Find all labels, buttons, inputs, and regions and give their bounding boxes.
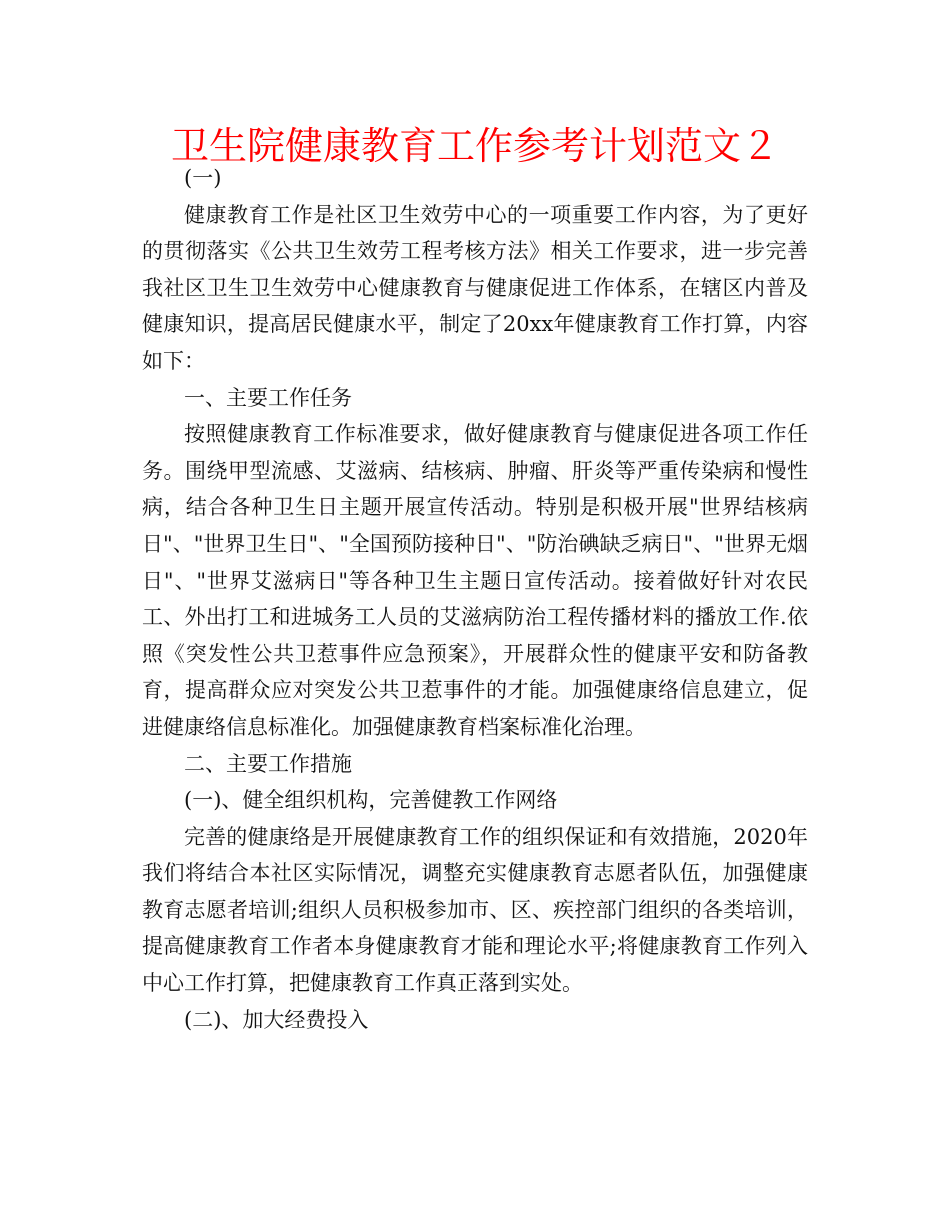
paragraph-main-tasks: 按照健康教育工作标准要求，做好健康教育与健康促进各项工作任务。围绕甲型流感、艾滋病、结核病、肿瘤、肝炎等严重传染病和慢性病，结合各种卫生日主题开展宣传活动。特别是积极开展"世界结核病日"、"世界卫生日"、"全国预防接种日"、"防治碘缺乏病日"、"世界无烟日"、"世界艾滋病日"等各种卫生主题日宣传活动。接着做好针对农民工、外出打工和进城务工人员的艾滋病防治工程传播材料的播放工作.依照《突发性公共卫惹事件应急预案》，开展群众性的健康平安和防备教育，提高群众应对突发公共卫惹事件的才能。加强健康络信息建立，促进健康络信息标准化。加强健康教育档案标准化治理。: [142, 422, 808, 739]
heading-main-measures: 二、主要工作措施: [184, 751, 352, 776]
paragraph-intro: 健康教育工作是社区卫生效劳中心的一项重要工作内容，为了更好的贯彻落实《公共卫生效劳工程考核方法》相关工作要求，进一步完善我社区卫生卫生效劳中心健康教育与健康促进工作体系，在辖区内普及健康知识，提高居民健康水平，制定了20xx年健康教育工作打算，内容如下：: [142, 202, 808, 373]
document-title: 卫生院健康教育工作参考计划范文２: [170, 124, 779, 168]
heading-main-tasks: 一、主要工作任务: [184, 385, 352, 410]
paragraph-section-marker: (一): [184, 166, 222, 190]
subheading-funding: (二)、加大经费投入: [184, 1007, 369, 1032]
document-body: [142, 160, 808, 1038]
subheading-organization: (一)、健全组织机构，完善健教工作网络: [184, 788, 558, 813]
paragraph-organization: 完善的健康络是开展健康教育工作的组织保证和有效措施，2020年我们将结合本社区实际情况，调整充实健康教育志愿者队伍，加强健康教育志愿者培训;组织人员积极参加市、区、疾控部门组织的各类培训，提高健康教育工作者本身健康教育才能和理论水平;将健康教育工作列入中心工作打算，把健康教育工作真正落到实处。: [142, 824, 808, 996]
